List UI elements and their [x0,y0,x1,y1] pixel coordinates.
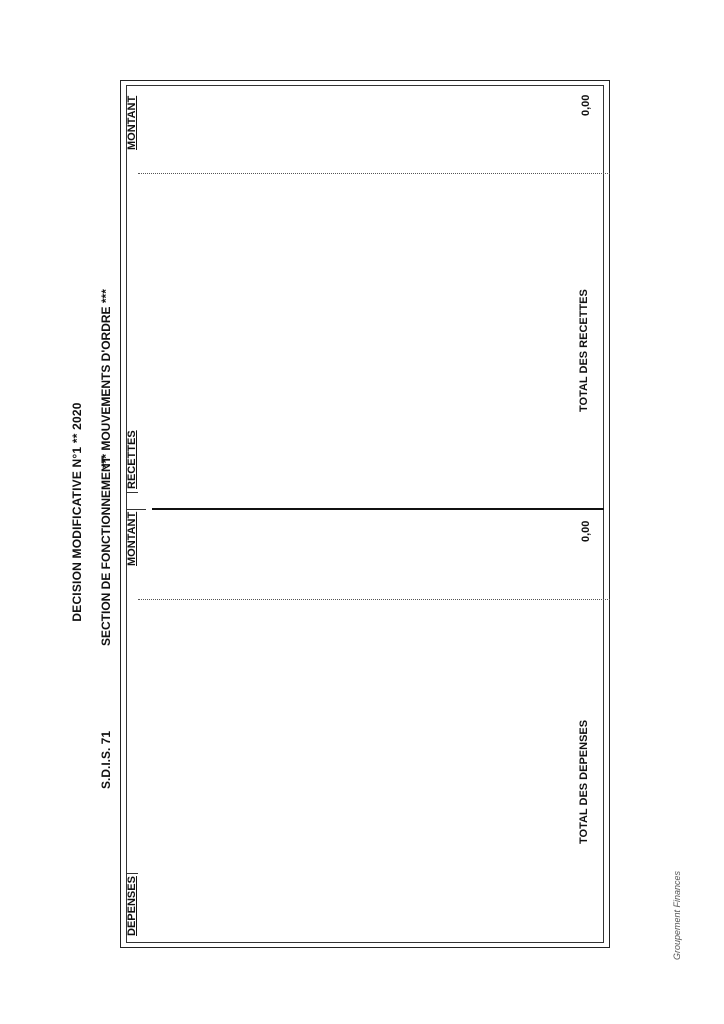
total-depenses-value: 0,00 [580,520,592,542]
header-separator-depenses [126,873,138,874]
total-depenses-label: TOTAL DES DEPENSES [578,719,590,844]
depenses-header: DEPENSES [126,876,138,936]
depenses-montant-header: MONTANT [126,511,138,566]
center-divider-top [126,509,146,510]
total-recettes-value: 0,00 [580,94,592,116]
recettes-montant-divider [138,173,610,174]
recettes-montant-header: MONTANT [126,95,138,150]
table-inner-border [126,85,604,943]
center-divider [152,508,604,510]
recettes-header: RECETTES [126,430,138,489]
depenses-montant-divider [138,599,610,600]
movement-type: *** MOUVEMENTS D'ORDRE *** [99,289,113,468]
document-title: DECISION MODIFICATIVE N°1 ** 2020 [70,402,84,622]
section-name: SECTION DE FONCTIONNEMENT [99,455,113,646]
footer-text: Groupement Finances [672,870,682,960]
header-separator-recettes [126,492,138,493]
total-recettes-label: TOTAL DES RECETTES [578,289,590,412]
organisation-name: S.D.I.S. 71 [99,730,113,789]
